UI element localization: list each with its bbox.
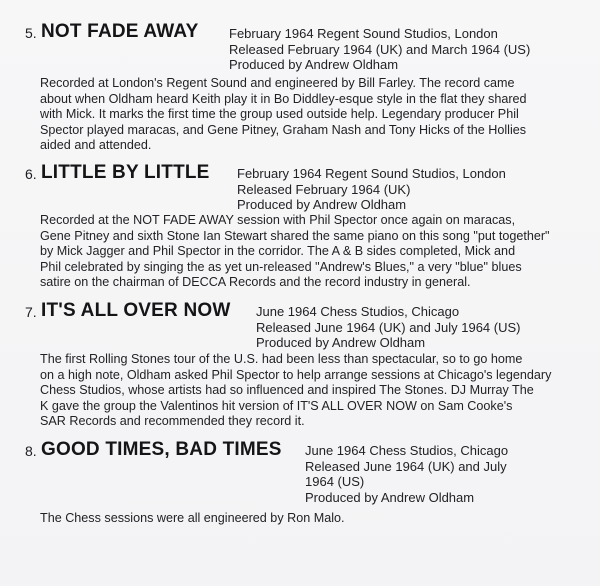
track-description: [40, 352, 562, 430]
description-line: Recorded at the NOT FADE AWAY session with Phil Spector once again on maracas,: [40, 213, 516, 227]
session-line: June 1964 Chess Studios, Chicago: [256, 304, 460, 319]
track-description: [40, 76, 562, 154]
track-description: [40, 511, 562, 527]
description-line: with Mick. It marks the first time the group used outside help. Legendary producer Phil: [40, 107, 519, 122]
track-title: NOT FADE AWAY: [41, 21, 199, 42]
description-line: Phil celebrated by singing the as yet un-released "Andrew's Blues," a very "blue" blues: [40, 259, 522, 274]
description-line: SAR Records and recommended they record it.: [40, 414, 305, 429]
session-line: February 1964 Regent Sound Studios, London: [237, 166, 506, 181]
producer-line: Produced by Andrew Oldham: [237, 197, 407, 212]
description-line: The first Rolling Stones tour of the U.S. had been less than spectacular, so to go home: [40, 352, 523, 366]
release-line: Released February 1964 (UK) and March 1964 (US): [229, 41, 531, 57]
track-title: LITTLE BY LITTLE: [41, 162, 210, 183]
track-number: 8.: [25, 443, 37, 459]
track-number: 7.: [25, 304, 37, 320]
release-line: Released June 1964 (UK) and July 1964 (US): [256, 319, 521, 335]
description-line: Spector played maracas, and Gene Pitney, Graham Nash and Tony Hicks of the Hollies: [40, 122, 527, 137]
description-line: by Mick Jagger and Phil Spector in the corridor. The A & B sides completed, Mick and: [40, 244, 516, 259]
description-line: Chess Studios, whose artists had so influenced and inspired The Stones. DJ Murray The: [40, 383, 534, 398]
producer-line: Produced by Andrew Oldham: [229, 57, 399, 72]
track-session-info: [305, 443, 508, 505]
release-line: Released June 1964 (UK) and July: [305, 458, 507, 474]
release-line: Released February 1964 (UK): [237, 181, 411, 197]
track-session-info: [237, 166, 506, 213]
description-line: on a high note, Oldham asked Phil Spector to help arrange sessions at Chicago's legendary: [40, 367, 552, 382]
description-line: aided and attended.: [40, 138, 152, 153]
description-line: Recorded at London's Regent Sound and engineered by Bill Farley. The record came: [40, 76, 515, 90]
session-line: February 1964 Regent Sound Studios, London: [229, 26, 498, 41]
track-number: 6.: [25, 166, 37, 182]
track-title: GOOD TIMES, BAD TIMES: [41, 439, 282, 460]
track-session-info: [256, 304, 520, 351]
description-line: Gene Pitney and sixth Stone Ian Stewart shared the same piano on this song "put together": [40, 228, 550, 243]
track-session-info: [229, 26, 530, 73]
release-line-continued: 1964 (US): [305, 474, 365, 489]
session-line: June 1964 Chess Studios, Chicago: [305, 443, 509, 458]
producer-line: Produced by Andrew Oldham: [256, 335, 426, 350]
track-number: 5.: [25, 25, 37, 41]
description-line: K gave the group the Valentinos hit version of IT'S ALL OVER NOW on Sam Cooke's: [40, 398, 513, 413]
track-description: [40, 213, 562, 291]
description-line: satire on the chairman of DECCA Records and the record industry in general.: [40, 275, 471, 290]
track-title: IT'S ALL OVER NOW: [41, 300, 231, 321]
producer-line: Produced by Andrew Oldham: [305, 489, 475, 505]
description-line: about when Oldham heard Keith play it in Bo Diddley-esque style in the flat they shared: [40, 91, 527, 106]
description-line: The Chess sessions were all engineered by Ron Malo.: [40, 511, 345, 525]
